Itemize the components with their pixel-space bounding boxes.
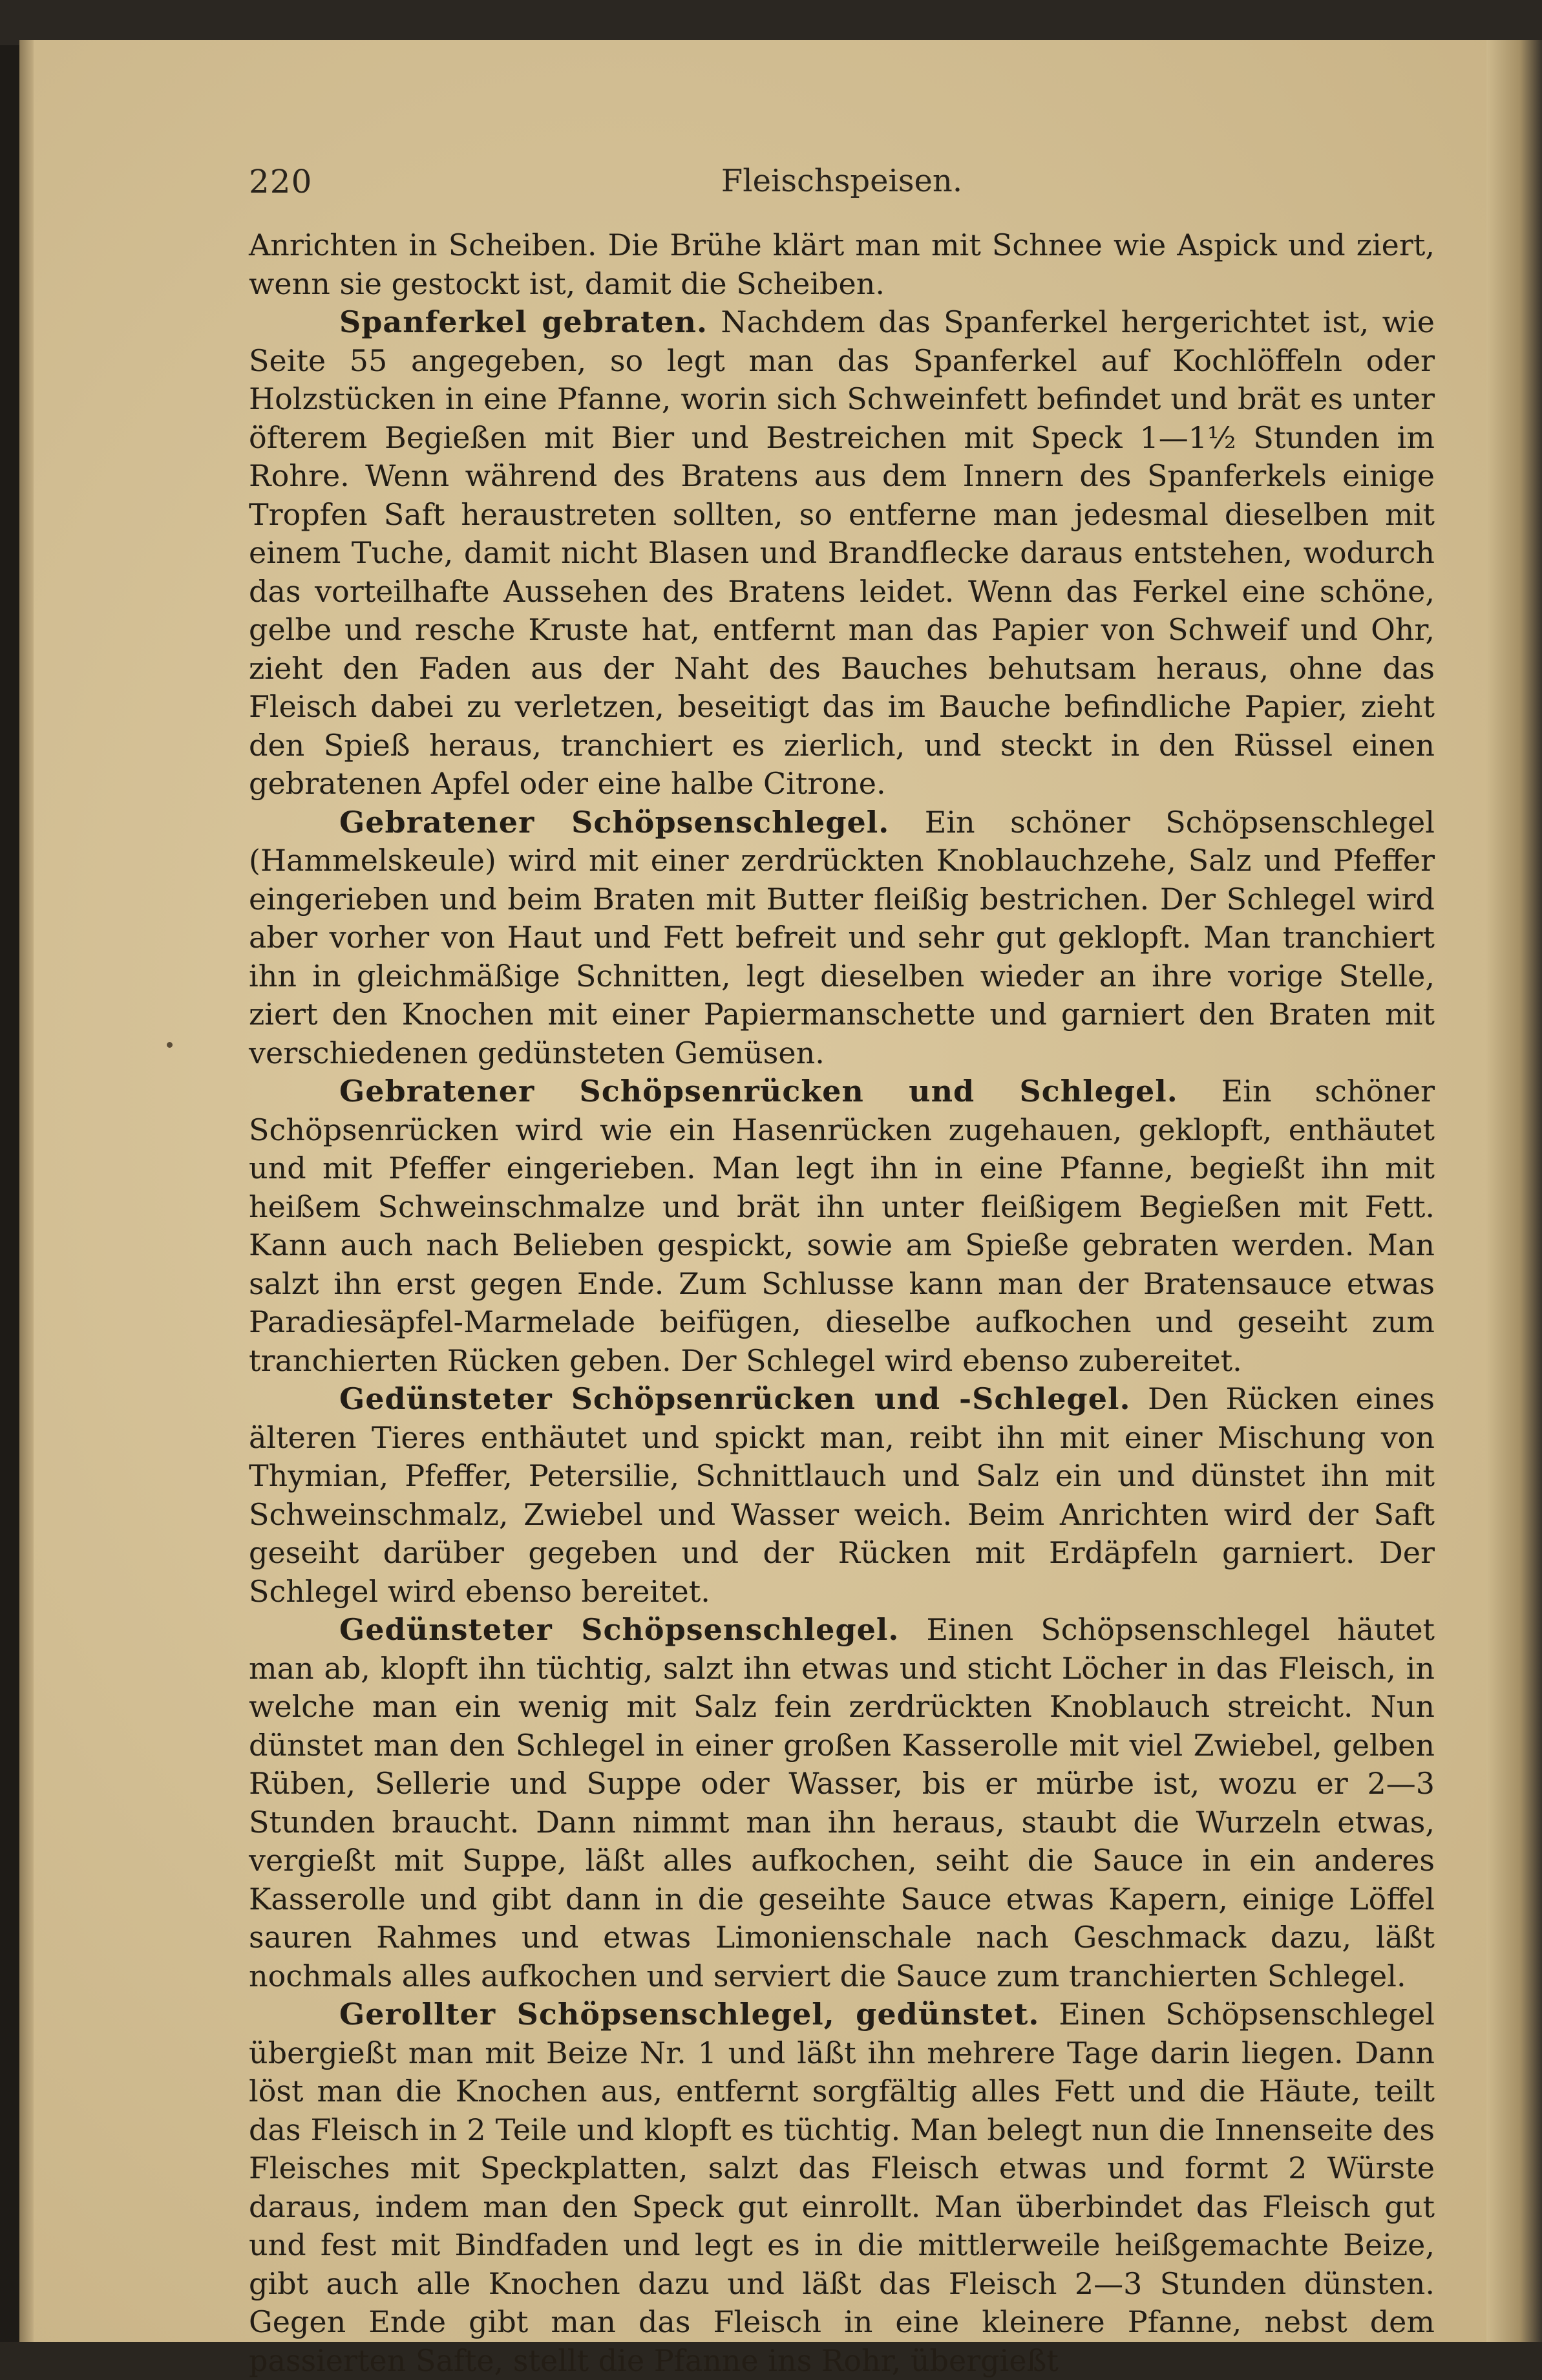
recipe-text: Ein schöner Schöpsenrücken wird wie ein Hasenrücken zugehauen, geklopft, enthäutet und mit Pfeffer eingerieben. Man legt ihn in eine Pfanne, begießt ihn mit heißem Schweinschmalze und brät ihn unter fleißigem Begießen mit Fett. Kann auch nach Belieben gespickt, sowie am Spieße gebraten werden. Man salzt ihn erst gegen Ende. Zum Schlusse kann man der Bratensauce etwas Paradiesäpfel-Marmelade beifügen, dieselbe aufkochen und geseiht zum tranchierten Rücken geben. Der Schlegel wird ebenso zubereitet. [249,1074,1435,1378]
recipe-paragraph [249,1380,1435,1611]
recipe-paragraph [249,303,1435,803]
recipe-title: Gedünsteter Schöpsenschlegel. [339,1612,900,1647]
recipe-text: Nachdem das Spanferkel hergerichtet ist, wie Seite 55 angegeben, so legt man das Spanferkel auf Kochlöffeln oder Holzstücken in eine Pfanne, worin sich Schweinfett befindet und brät es unter öfterem Begießen mit Bier und Bestreichen mit Speck 1—1½ Stunden im Rohre. Wenn während des Bratens aus dem Innern des Spanferkels einige Tropfen Saft heraustreten sollten, so entferne man jedesmal dieselben mit einem Tuche, damit nicht Blasen und Brandflecke daraus entstehen, wodurch das vorteilhafte Aussehen des Bratens leidet. Wenn das Ferkel eine schöne, gelbe und resche Kruste hat, entfernt man das Papier von Schweif und Ohr, zieht den Faden aus der Naht des Bauches behutsam heraus, ohne das Fleisch dabei zu verletzen, beseitigt das im Bauche befindliche Papier, zieht den Spieß heraus, tranchiert es zierlich, und steckt in den Rüssel einen gebratenen Apfel oder eine halbe Citrone. [249,304,1435,801]
recipe-title: Gerollter Schöpsenschlegel, gedünstet. [339,1997,1040,2032]
page-body [249,226,1435,2380]
page-right-edge [1486,40,1542,2342]
recipe-text: Ein schöner Schöpsenschlegel (Hammelskeule) wird mit einer zerdrückten Knoblauchzehe, Salz und Pfeffer eingerieben und beim Braten mit Butter fleißig bestrichen. Der Schlegel wird aber vorher von Haut und Fett befreit und sehr gut geklopft. Man tranchiert ihn in gleichmäßige Schnitten, legt dieselben wieder an ihre vorige Stelle, ziert den Knochen mit einer Papiermanschette und garniert den Braten mit verschiedenen gedünsteten Gemüsen. [249,804,1435,1070]
recipe-title: Spanferkel gebraten. [339,304,708,339]
running-head: Fleischspeisen. [721,163,963,199]
recipe-title: Gebratener Schöpsenrücken und Schlegel. [339,1074,1178,1109]
paragraph [249,226,1435,303]
recipe-paragraph [249,803,1435,1073]
recipe-paragraph [249,1611,1435,1995]
recipe-text: Einen Schöpsenschlegel übergießt man mit Beize Nr. 1 und läßt ihn mehrere Tage darin liegen. Dann löst man die Knochen aus, entfernt sorgfältig alles Fett und die Häute, teilt das Fleisch in 2 Teile und klopft es tüchtig. Man belegt nun die Innenseite des Fleisches mit Speckplatten, salzt das Fleisch etwas und formt 2 Würste daraus, indem man den Speck gut einrollt. Man überbindet das Fleisch gut und fest mit Bindfaden und legt es in die mittlerweile heißgemachte Beize, gibt auch alle Knochen dazu und läßt das Fleisch 2—3 Stunden dünsten. Gegen Ende gibt man das Fleisch in eine kleinere Pfanne, nebst dem passierten Safte, stellt die Pfanne ins Rohr, übergießt [249,1997,1435,2378]
recipe-title: Gebratener Schöpsenschlegel. [339,804,890,840]
page-header [249,163,1435,208]
recipe-text: Einen Schöpsenschlegel häutet man ab, klopft ihn tüchtig, salzt ihn etwas und sticht Löcher in das Fleisch, in welche man ein wenig mit Salz fein zerdrückten Knoblauch streicht. Nun dünstet man den Schlegel in einer großen Kasserolle mit viel Zwiebel, gelben Rüben, Sellerie und Suppe oder Wasser, bis er mürbe ist, wozu er 2—3 Stunden braucht. Dann nimmt man ihn heraus, staubt die Wurzeln etwas, vergießt mit Suppe, läßt alles aufkochen, seiht die Sauce in ein anderes Kasserolle und gibt dann in die geseihte Sauce etwas Kapern, einige Löffel sauren Rahmes und etwas Limonienschale nach Geschmack dazu, läßt nochmals alles aufkochen und serviert die Sauce zum tranchierten Schlegel. [249,1612,1435,1993]
recipe-paragraph [249,1995,1435,2380]
page-number: 220 [249,163,313,200]
paragraph-text: Anrichten in Scheiben. Die Brühe klärt man mit Schnee wie Aspick und ziert, wenn sie gestockt ist, damit die Scheiben. [249,228,1435,301]
recipe-text: Den Rücken eines älteren Tieres enthäutet und spickt man, reibt ihn mit einer Mischung von Thymian, Pfeffer, Petersilie, Schnittlauch und Salz ein und dünstet ihn mit Schweinschmalz, Zwiebel und Wasser weich. Beim Anrichten wird der Saft geseiht darüber gegeben und der Rücken mit Erdäpfeln garniert. Der Schlegel wird ebenso bereitet. [249,1381,1435,1609]
recipe-paragraph [249,1072,1435,1380]
page-gutter [19,40,34,2342]
recipe-title: Gedünsteter Schöpsenrücken und -Schlegel. [339,1381,1131,1416]
margin-mark [167,1042,173,1048]
top-shadow-band [0,0,1542,45]
